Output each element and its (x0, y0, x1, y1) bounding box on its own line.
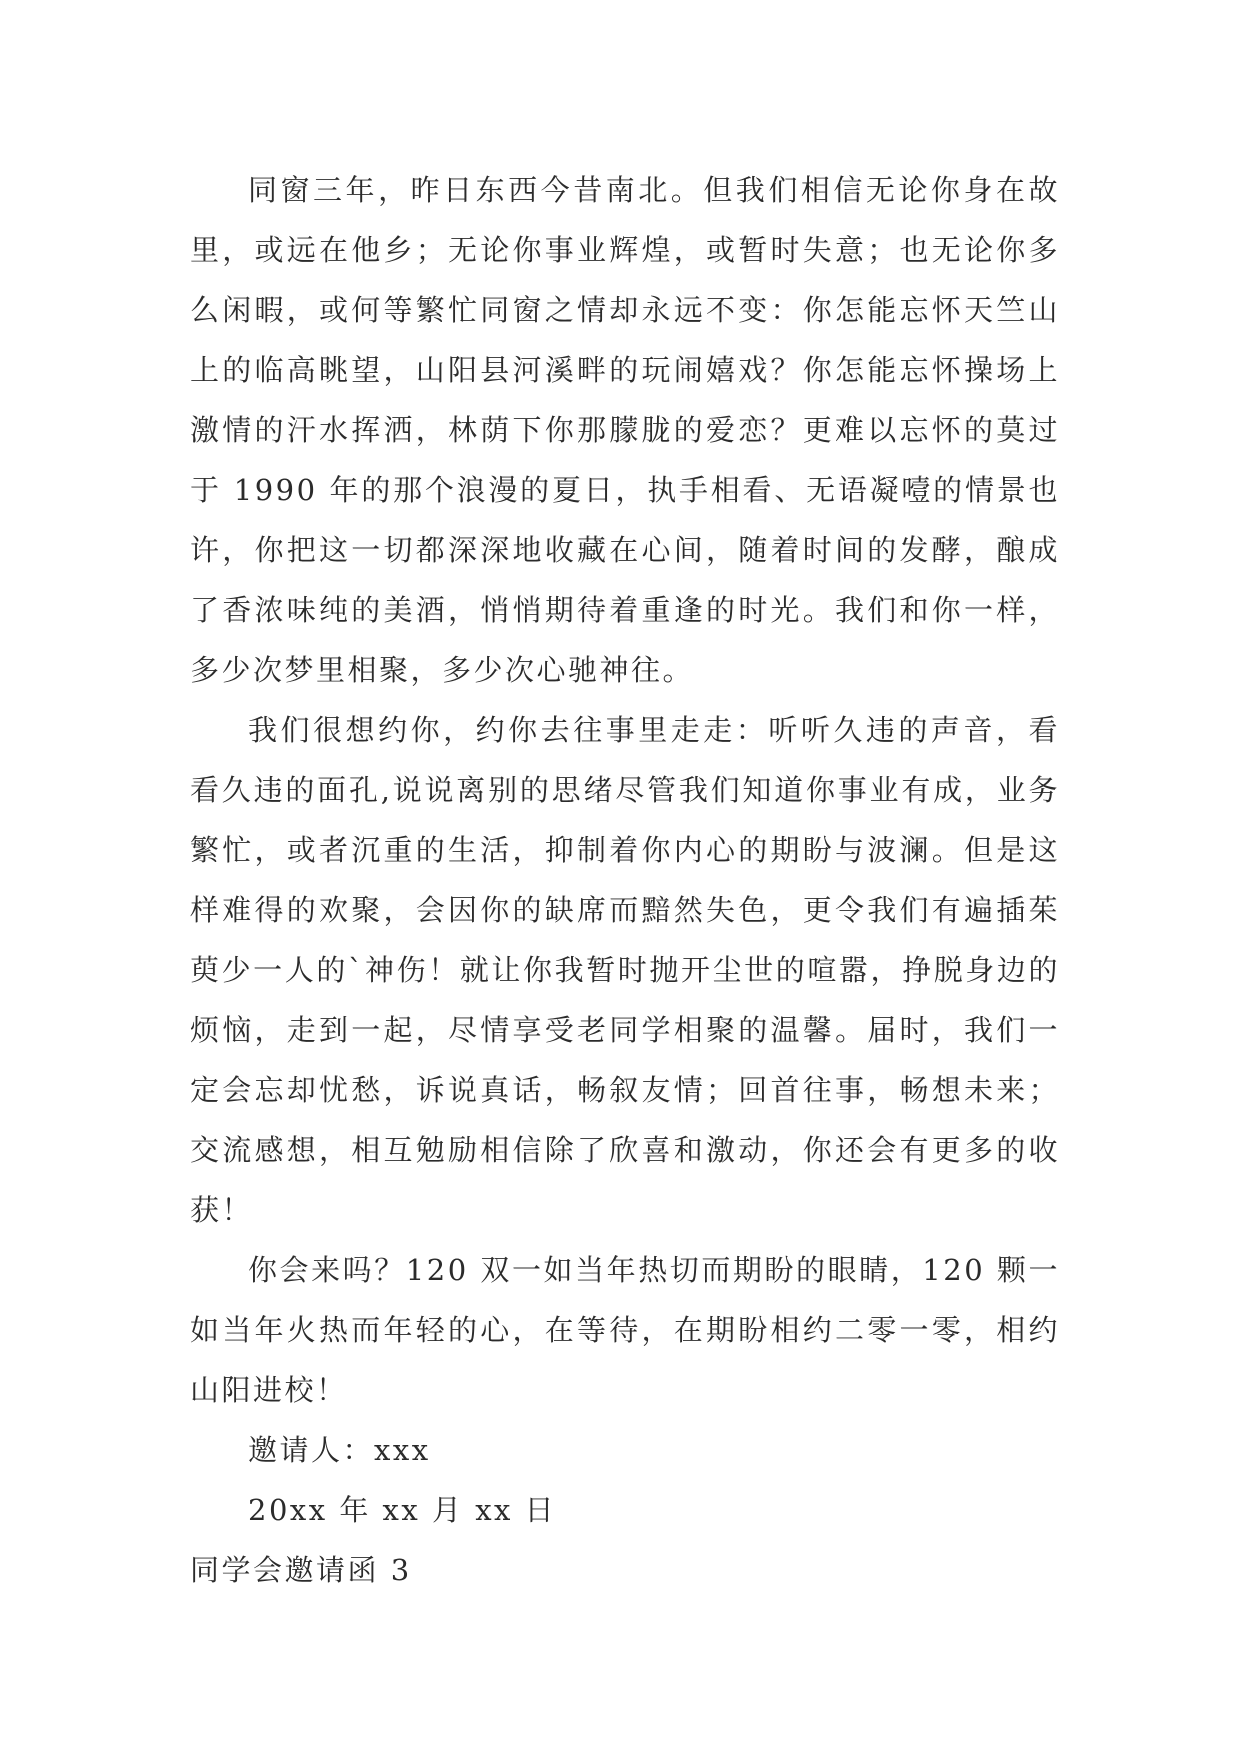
letter-body (190, 160, 1060, 1600)
paragraph-invitation: 我们很想约你，约你去往事里走走：听听久违的声音，看看久违的面孔,说说离别的思绪尽管我们知道你事业有成，业务繁忙，或者沉重的生活，抑制着你内心的期盼与波澜。但是这样难得的欢聚，会因你的缺席而黯然失色，更令我们有遍插茱萸少一人的`神伤！就让你我暂时抛开尘世的喧嚣，挣脱身边的烦恼，走到一起，尽情享受老同学相聚的温馨。届时，我们一定会忘却忧愁，诉说真话，畅叙友情；回首往事，畅想未来；交流感想，相互勉励相信除了欣喜和激动，你还会有更多的收获！ (190, 713, 1060, 1227)
paragraph-closing: 你会来吗？120 双一如当年热切而期盼的眼睛，120 颗一如当年火热而年轻的心，在等待，在期盼相约二零一零，相约山阳进校！ (190, 1253, 1060, 1407)
date-line: 20xx 年 xx 月 xx 日 (248, 1493, 557, 1527)
paragraph-memories: 同窗三年，昨日东西今昔南北。但我们相信无论你身在故里，或远在他乡；无论你事业辉煌，或暂时失意；也无论你多么闲暇，或何等繁忙同窗之情却永远不变：你怎能忘怀天竺山上的临高眺望，山阳县河溪畔的玩闹嬉戏？你怎能忘怀操场上激情的汗水挥洒，林荫下你那朦胧的爱恋？更难以忘怀的莫过于 1990 年的那个浪漫的夏日，执手相看、无语凝噎的情景也许，你把这一切都深深地收藏在心间，随着时间的发酵，酿成了香浓味纯的美酒，悄悄期待着重逢的时光。我们和你一样，多少次梦里相聚，多少次心驰神往。 (190, 173, 1060, 687)
next-section-title: 同学会邀请函 3 (190, 1553, 412, 1587)
inviter-line: 邀请人：xxx (248, 1433, 431, 1467)
